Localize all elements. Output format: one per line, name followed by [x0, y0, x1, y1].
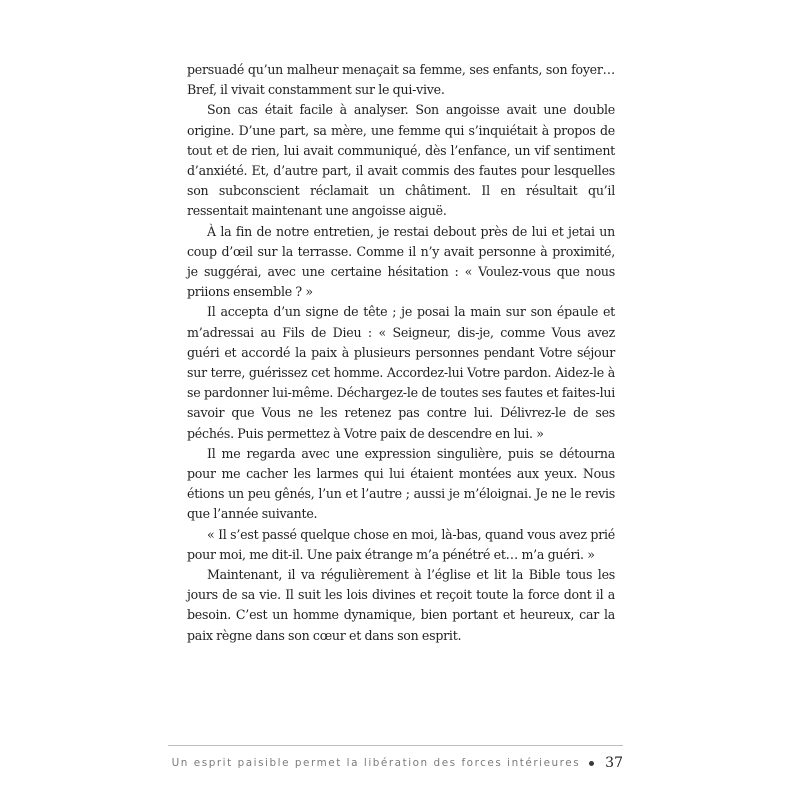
page-footer	[168, 753, 623, 773]
paragraph-7: Maintenant, il va régulièrement à l’église et lit la Bible tous les jours de sa vie. Il suit les lois divines et reçoit toute la force dont il a besoin. C’est un homme dynamique, bien portant et heureux, car la paix règne dans son cœur et dans son esprit.	[187, 567, 615, 643]
footer-rule	[168, 745, 623, 746]
bullet-separator	[589, 761, 594, 766]
page-text-block	[187, 60, 615, 643]
paragraph-1: persuadé qu’un malheur menaçait sa femme, ses enfants, son foyer… Bref, il vivait constamment sur le qui-vive.	[187, 62, 615, 98]
paragraph-6: « Il s’est passé quelque chose en moi, là-bas, quand vous avez prié pour moi, me dit-il. Une paix étrange m’a pénétré et… m’a guéri. »	[187, 526, 615, 562]
running-head: Un esprit paisible permet la libération des forces intérieures	[171, 757, 581, 769]
page-number: 37	[605, 755, 623, 771]
paragraph-3: À la fin de notre entretien, je restai debout près de lui et jetai un coup d’œil sur la terrasse. Comme il n’y avait personne à proximité, je suggérai, avec une certaine hésitation : « Voulez-vous que nous priions ensemble ? »	[187, 223, 615, 300]
paragraph-2: Son cas était facile à analyser. Son angoisse avait une double origine. D’une part, sa mère, une femme qui s’inquiétait à propos de tout et de rien, lui avait communiqué, dès l’enfance, un vif sentiment d’anxiété. Et, d’autre part, il avait commis des fautes pour lesquelles son subconscient réclamait un châtiment. Il en résultait qu’il ressentait maintenant une angoisse aiguë.	[187, 102, 615, 219]
paragraph-4: Il accepta d’un signe de tête ; je posai la main sur son épaule et m’adressai au Fils de Dieu : « Seigneur, dis-je, comme Vous avez guéri et accordé la paix à plusieurs personnes pendant Votre séjour sur terre, guérissez cet homme. Accordez-lui Votre pardon. Aidez-le à se pardonner lui-même. Déchargez-le de toutes ses fautes et faites-lui savoir que Vous ne les retenez pas contre lui. Délivrez-le de ses péchés. Puis permettez à Votre paix de descendre en lui. »	[187, 304, 615, 441]
paragraph-5: Il me regarda avec une expression singulière, puis se détourna pour me cacher les larmes qui lui étaient montées aux yeux. Nous étions un peu gênés, l’un et l’autre ; aussi je m’éloignai. Je ne le revis que l’année suivante.	[187, 445, 615, 522]
